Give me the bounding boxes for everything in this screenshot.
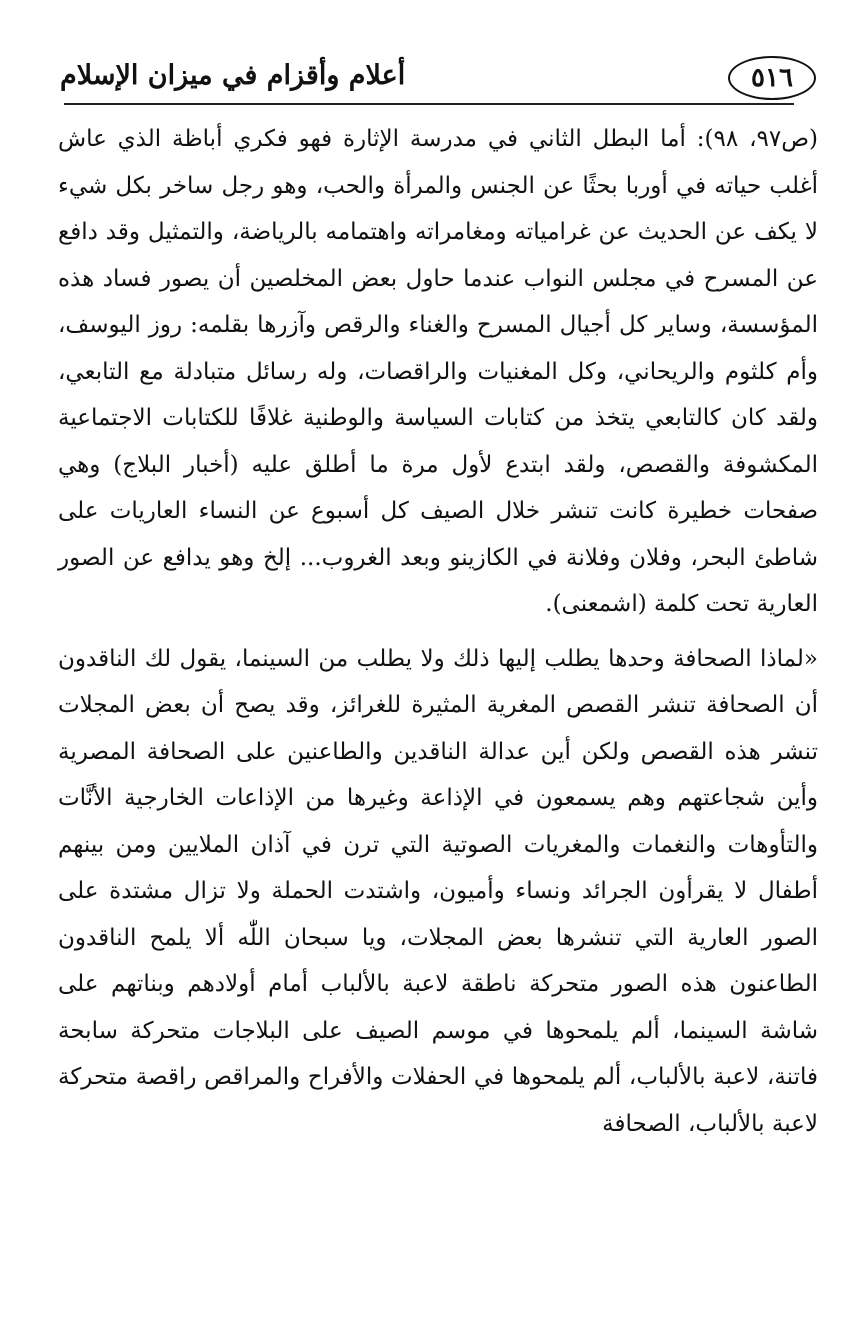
body-text bbox=[58, 116, 818, 1147]
page-number-badge bbox=[728, 56, 816, 100]
book-title: أعلام وأقزام في ميزان الإسلام bbox=[60, 60, 406, 91]
page-number: ٥١٦ bbox=[751, 63, 793, 93]
header-divider bbox=[64, 103, 794, 105]
paragraph-2: «لماذا الصحافة وحدها يطلب إليها ذلك ولا يطلب من السينما، يقول لك الناقدون أن الصحافة تنشر القصص المغرية المثيرة للغرائز، وقد يصح أن بعض المجلات تنشر هذه القصص ولكن أين عدالة الناقدين والطاعنين على الصحافة المصرية وأين شجاعتهم وهم يسمعون في الإذاعة وغيرها من الإذاعات الخارجية الأنَّات والتأوهات والنغمات والمغريات الصوتية التي ترن في آذان الملايين ومن بينهم أطفال لا يقرأون الجرائد ونساء وأميون، واشتدت الحملة ولا تزال مشتدة على الصور العارية التي تنشرها بعض المجلات، ويا سبحان اللّٰه ألا يلمح الناقدون الطاعنون هذه الصور متحركة ناطقة لاعبة بالألباب أمام أولادهم وبناتهم على شاشة السينما، ألم يلمحوها في موسم الصيف على البلاجات متحركة سابحة فاتنة، لاعبة بالألباب، ألم يلمحوها في الحفلات والأفراح والمراقص راقصة متحركة لاعبة بالألباب، الصحافة bbox=[58, 645, 818, 1137]
paragraph-1: (ص٩٧، ٩٨): أما البطل الثاني في مدرسة الإثارة فهو فكري أباظة الذي عاش أغلب حياته في أوربا بحثًا عن الجنس والمرأة والحب، وهو رجل ساخر بكل شيء لا يكف عن الحديث عن غرامياته ومغامراته واهتمامه بالرياضة، والتمثيل وقد دافع عن المسرح في مجلس النواب عندما حاول بعض المخلصين أن يصور فساد هذه المؤسسة، وساير كل أجيال المسرح والغناء والرقص وآزرها بقلمه: روز اليوسف، وأم كلثوم والريحاني، وكل المغنيات والراقصات، وله رسائل متبادلة مع التابعي، ولقد كان كالتابعي يتخذ من كتابات السياسة والوطنية غلافًا للكتابات الاجتماعية المكشوفة والقصص، ولقد ابتدع لأول مرة ما أطلق عليه (أخبار البلاج) وهي صفحات خطيرة كانت تنشر خلال الصيف كل أسبوع عن النساء العاريات على شاطئ البحر، وفلان وفلانة في الكازينو وبعد الغروب... إلخ وهو يدافع عن الصور العارية تحت كلمة (اشمعنى). bbox=[58, 126, 819, 617]
running-header bbox=[60, 52, 820, 104]
